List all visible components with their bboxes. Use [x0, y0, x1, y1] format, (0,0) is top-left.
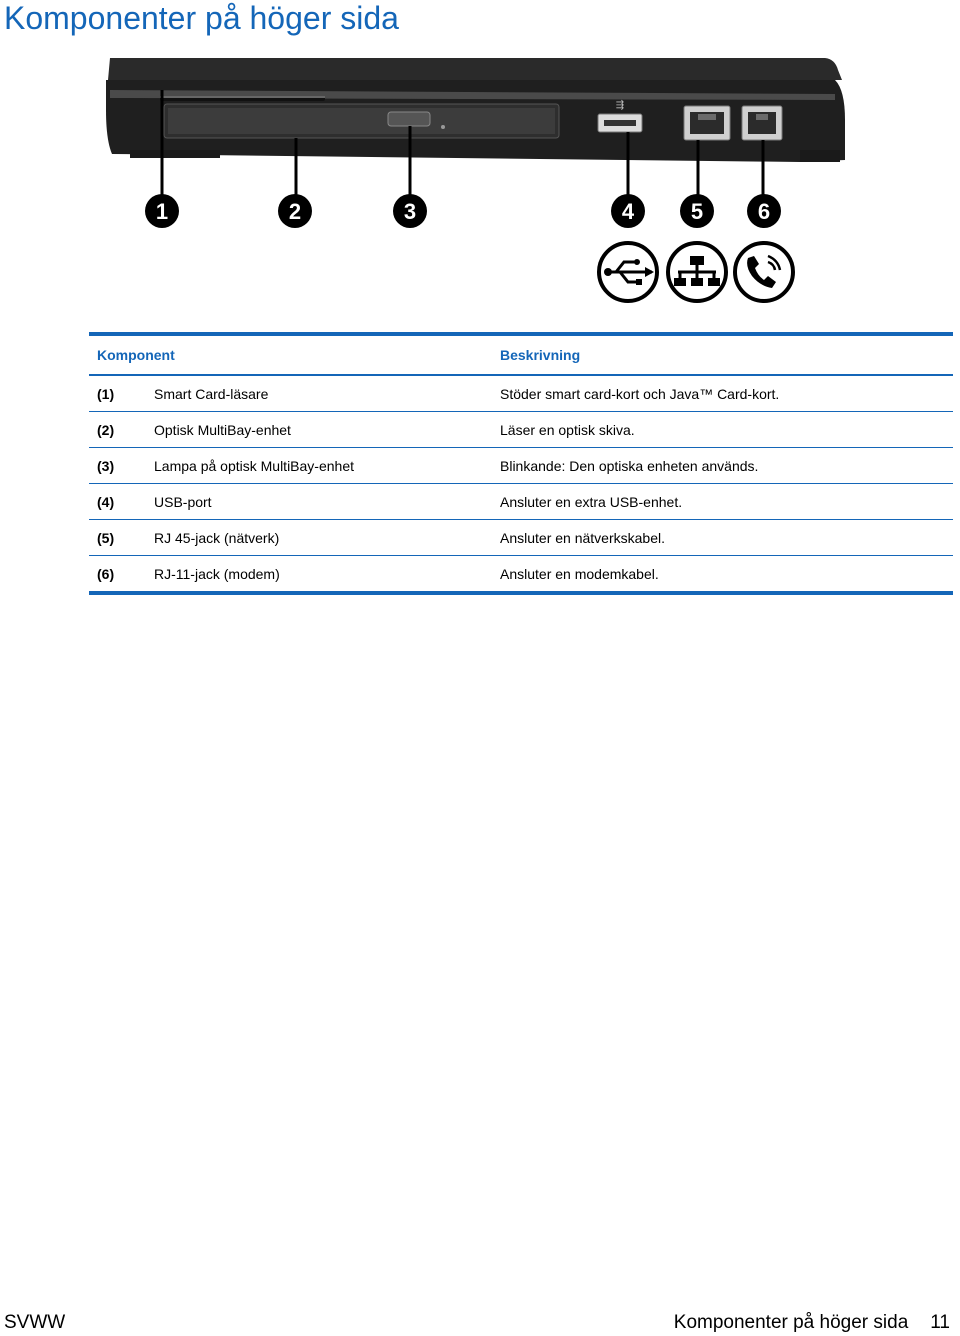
table-header-row [89, 334, 953, 375]
component-name: Smart Card-läsare [146, 375, 492, 412]
page-number: 11 [930, 1312, 950, 1333]
callout-4-badge [611, 194, 645, 228]
header-description: Beskrivning [492, 334, 953, 375]
callout-6-badge [747, 194, 781, 228]
row-number: (1) [89, 375, 146, 412]
modem-icon [735, 243, 793, 301]
component-name: USB-port [146, 484, 492, 520]
footer-doc-id: SVWW [4, 1312, 66, 1333]
component-name: RJ 45-jack (nätverk) [146, 520, 492, 556]
component-name: RJ-11-jack (modem) [146, 556, 492, 594]
row-number: (3) [89, 448, 146, 484]
svg-text:4: 4 [621, 199, 635, 224]
component-description: Blinkande: Den optiska enheten används. [492, 448, 953, 484]
svg-text:6: 6 [757, 199, 771, 224]
row-number: (2) [89, 412, 146, 448]
component-description: Läser en optisk skiva. [492, 412, 953, 448]
row-number: (6) [89, 556, 146, 594]
footer-section [674, 1312, 950, 1334]
drive-light [441, 125, 445, 129]
usb-icon [599, 243, 657, 301]
component-description: Ansluter en modemkabel. [492, 556, 953, 594]
footer-section-title: Komponenter på höger sida [673, 1312, 909, 1333]
component-description: Stöder smart card-kort och Java™ Card-kort. [492, 375, 953, 412]
network-icon [668, 243, 726, 301]
callout-3-badge [393, 194, 427, 228]
callout-badges [145, 194, 781, 228]
header-component: Komponent [89, 334, 492, 375]
table-row [89, 556, 953, 594]
svg-text:5: 5 [690, 199, 704, 224]
callout-5-badge [680, 194, 714, 228]
table-row [89, 375, 953, 412]
svg-text:2: 2 [288, 199, 302, 224]
component-name: Optisk MultiBay-enhet [146, 412, 492, 448]
component-description: Ansluter en extra USB-enhet. [492, 484, 953, 520]
callout-1-badge [145, 194, 179, 228]
laptop-lid [108, 58, 842, 80]
table-row [89, 412, 953, 448]
svg-text:1: 1 [155, 199, 169, 224]
svg-text:3: 3 [403, 199, 417, 224]
laptop-right-side-illustration [100, 50, 860, 310]
callout-2-badge [278, 194, 312, 228]
eject-button [388, 112, 430, 126]
page-title: Komponenter på höger sida [4, 0, 399, 36]
table-row [89, 520, 953, 556]
component-table [89, 332, 953, 595]
component-name: Lampa på optisk MultiBay-enhet [146, 448, 492, 484]
component-description: Ansluter en nätverkskabel. [492, 520, 953, 556]
table-row [89, 448, 953, 484]
svg-text:⇶: ⇶ [615, 100, 625, 111]
row-number: (5) [89, 520, 146, 556]
table-row [89, 484, 953, 520]
row-number: (4) [89, 484, 146, 520]
